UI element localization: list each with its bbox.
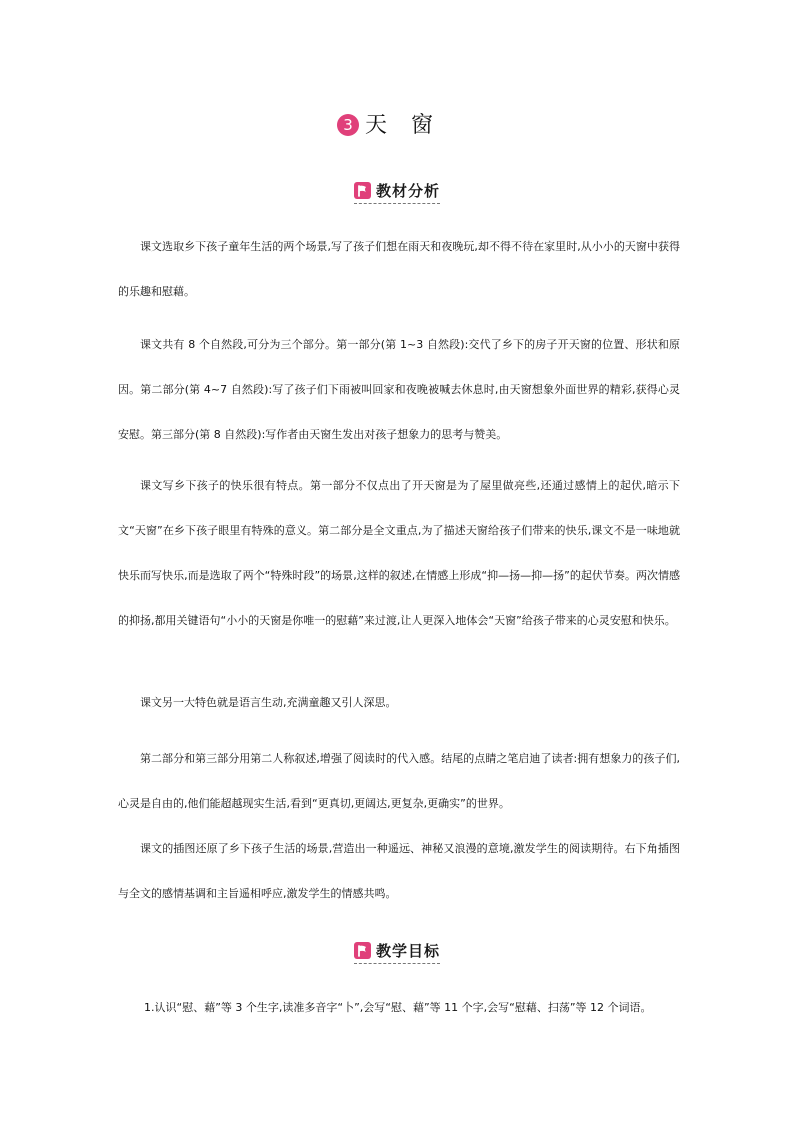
- lesson-number-badge: 3: [337, 114, 359, 136]
- pink-flag-icon: [354, 182, 371, 199]
- page-title: [0, 112, 794, 140]
- lesson-title: 天窗: [364, 113, 457, 138]
- section-heading-analysis: [0, 180, 794, 204]
- analysis-paragraph: 第二部分和第三部分用第二人称叙述,增强了阅读时的代入感。结尾的点睛之笔启迪了读者:拥有想象力的孩子们,心灵是自由的,他们能超越现实生活,看到“更真切,更阔达,更复杂,更确实”的世界。: [118, 752, 680, 810]
- analysis-paragraph: 课文选取乡下孩子童年生活的两个场景,写了孩子们想在雨天和夜晚玩,却不得不待在家里时,从小小的天窗中获得的乐趣和慰藉。: [118, 240, 680, 298]
- section-label: 教材分析: [375, 182, 440, 200]
- analysis-paragraph: 课文共有 8 个自然段,可分为三个部分。第一部分(第 1~3 自然段):交代了乡下的房子开天窗的位置、形状和原因。第二部分(第 4~7 自然段):写了孩子们下雨被叫回家和夜晚被喊去休息时,由天窗想象外面世界的精彩,获得心灵安慰。第三部分(第 8 自然段):写作者由天窗生发出对孩子想象力的思考与赞美。: [118, 338, 680, 441]
- section-heading-goals: [0, 940, 794, 964]
- analysis-paragraph: 课文写乡下孩子的快乐很有特点。第一部分不仅点出了开天窗是为了屋里做亮些,还通过感情上的起伏,暗示下文“天窗”在乡下孩子眼里有特殊的意义。第二部分是全文重点,为了描述天窗给孩子们带来的快乐,课文不是一味地就快乐而写快乐,而是选取了两个“特殊时段”的场景,这样的叙述,在情感上形成“抑—扬—抑—扬”的起伏节奏。两次情感的抑扬,都用关键语句“小小的天窗是你唯一的慰藉”来过渡,让人更深入地体会“天窗”给孩子带来的心灵安慰和快乐。: [118, 479, 680, 627]
- goal-item: 1.认识“慰、藉”等 3 个生字,读准多音字“卜”,会写“慰、藉”等 11 个字,会写“慰藉、扫荡”等 12 个词语。: [144, 1001, 652, 1014]
- pink-flag-icon: [354, 942, 371, 959]
- analysis-paragraph: 课文另一大特色就是语言生动,充满童趣又引人深思。: [140, 696, 397, 709]
- section-label: 教学目标: [375, 942, 440, 960]
- analysis-paragraph: 课文的插图还原了乡下孩子生活的场景,营造出一种遥远、神秘又浪漫的意境,激发学生的阅读期待。右下角插图与全文的感情基调和主旨遥相呼应,激发学生的情感共鸣。: [118, 842, 680, 900]
